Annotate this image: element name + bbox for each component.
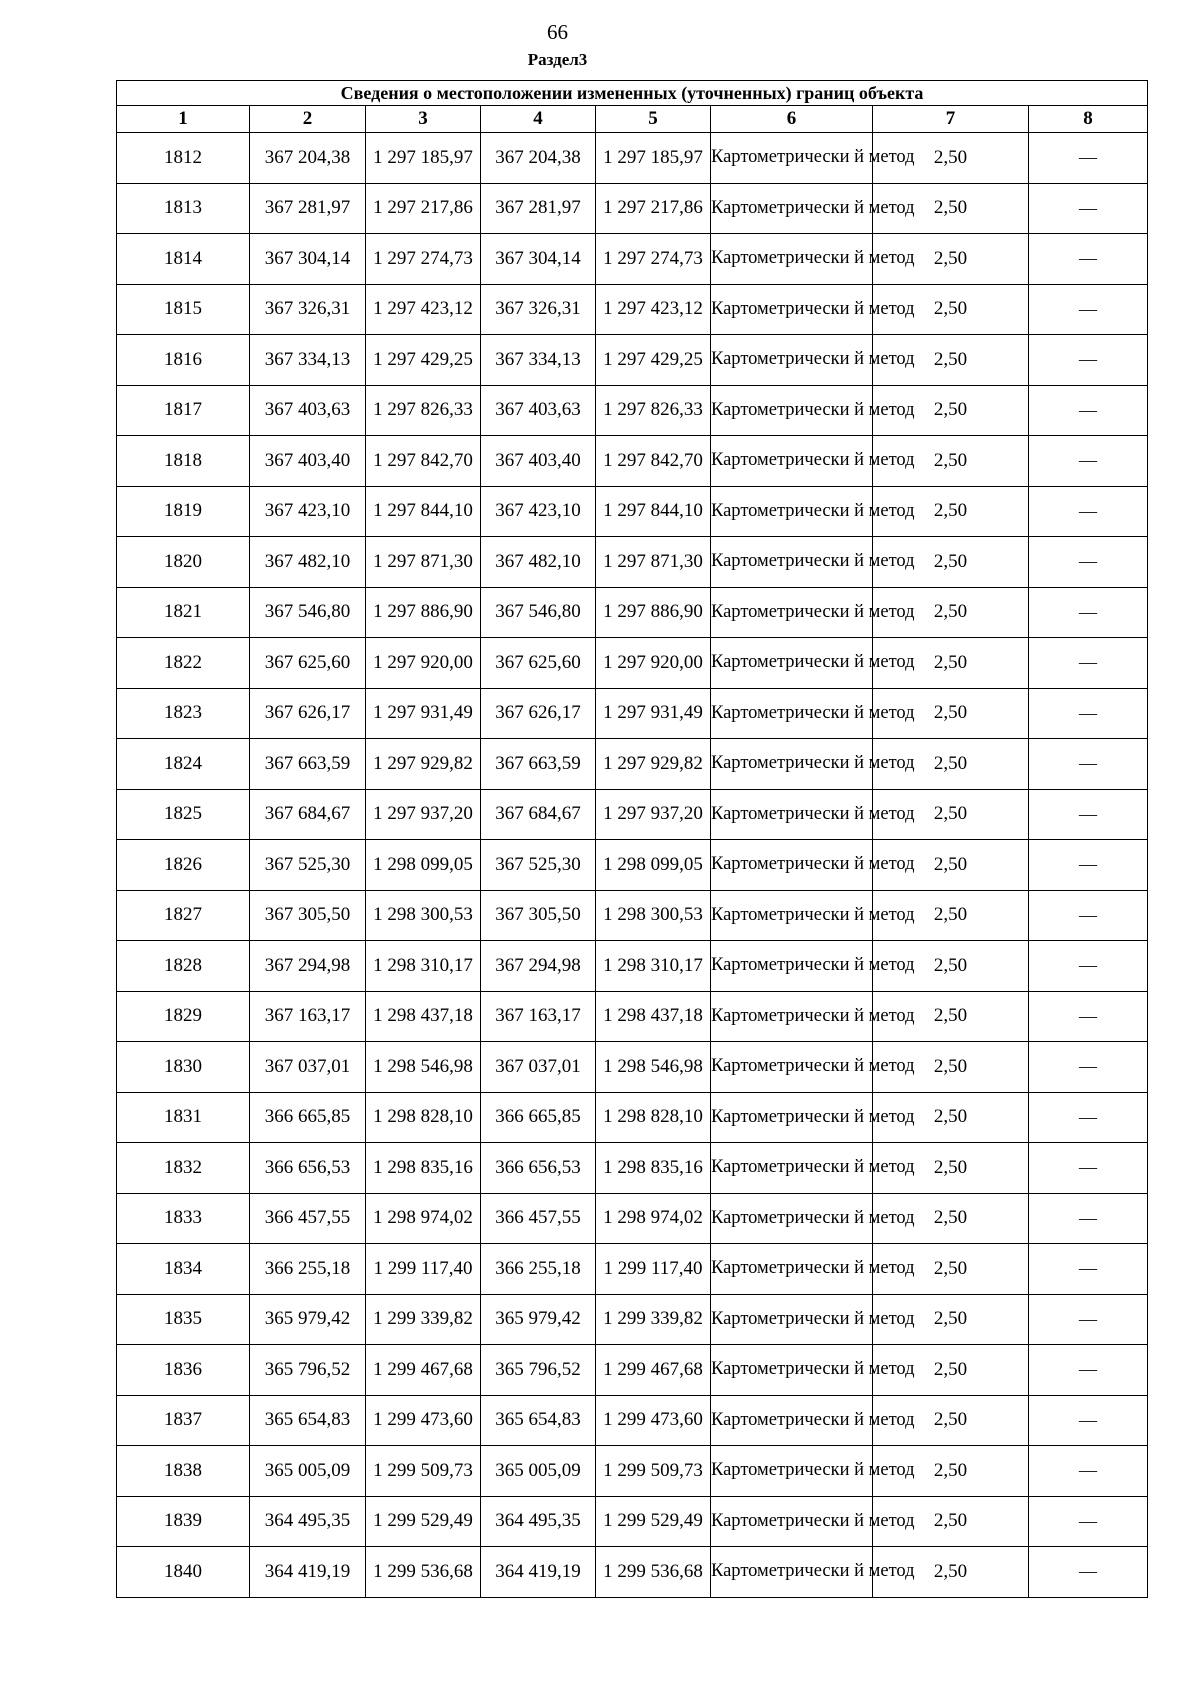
old-x-cell: 367 326,31 xyxy=(250,284,366,335)
new-x-cell: 366 457,55 xyxy=(481,1193,596,1244)
accuracy-cell: 2,50 xyxy=(873,284,1029,335)
new-y-cell: 1 299 509,73 xyxy=(596,1446,711,1497)
new-y-cell: 1 299 339,82 xyxy=(596,1294,711,1345)
table-row xyxy=(117,537,1148,588)
new-y-cell: 1 298 835,16 xyxy=(596,1143,711,1194)
method-cell: Картометрически й метод xyxy=(711,688,873,739)
new-y-cell: 1 297 274,73 xyxy=(596,234,711,285)
point-number-cell: 1817 xyxy=(117,385,250,436)
description-cell: — xyxy=(1029,234,1148,285)
column-number: 7 xyxy=(873,106,1029,133)
point-number-cell: 1815 xyxy=(117,284,250,335)
new-y-cell: 1 297 931,49 xyxy=(596,688,711,739)
old-y-cell: 1 297 274,73 xyxy=(366,234,481,285)
old-x-cell: 367 482,10 xyxy=(250,537,366,588)
accuracy-cell: 2,50 xyxy=(873,1092,1029,1143)
table-row xyxy=(117,335,1148,386)
new-x-cell: 366 255,18 xyxy=(481,1244,596,1295)
new-x-cell: 367 423,10 xyxy=(481,486,596,537)
column-number-row xyxy=(117,106,1148,133)
accuracy-cell: 2,50 xyxy=(873,1395,1029,1446)
method-cell: Картометрически й метод xyxy=(711,991,873,1042)
point-number-cell: 1838 xyxy=(117,1446,250,1497)
new-x-cell: 367 304,14 xyxy=(481,234,596,285)
table-row xyxy=(117,991,1148,1042)
accuracy-cell: 2,50 xyxy=(873,991,1029,1042)
method-cell: Картометрически й метод xyxy=(711,638,873,689)
description-cell: — xyxy=(1029,991,1148,1042)
description-cell: — xyxy=(1029,1446,1148,1497)
column-number: 3 xyxy=(366,106,481,133)
table-row xyxy=(117,1193,1148,1244)
new-x-cell: 367 626,17 xyxy=(481,688,596,739)
new-x-cell: 367 305,50 xyxy=(481,890,596,941)
new-x-cell: 367 204,38 xyxy=(481,133,596,184)
column-number: 8 xyxy=(1029,106,1148,133)
description-cell: — xyxy=(1029,789,1148,840)
description-cell: — xyxy=(1029,587,1148,638)
description-cell: — xyxy=(1029,1244,1148,1295)
accuracy-cell: 2,50 xyxy=(873,1143,1029,1194)
description-cell: — xyxy=(1029,1547,1148,1598)
new-y-cell: 1 297 871,30 xyxy=(596,537,711,588)
new-y-cell: 1 298 099,05 xyxy=(596,840,711,891)
table-row xyxy=(117,1345,1148,1396)
table-row xyxy=(117,1446,1148,1497)
table-row xyxy=(117,1042,1148,1093)
method-cell: Картометрически й метод xyxy=(711,1092,873,1143)
point-number-cell: 1828 xyxy=(117,941,250,992)
point-number-cell: 1826 xyxy=(117,840,250,891)
new-y-cell: 1 299 536,68 xyxy=(596,1547,711,1598)
old-x-cell: 367 334,13 xyxy=(250,335,366,386)
new-x-cell: 366 656,53 xyxy=(481,1143,596,1194)
method-cell: Картометрически й метод xyxy=(711,941,873,992)
description-cell: — xyxy=(1029,335,1148,386)
old-x-cell: 367 294,98 xyxy=(250,941,366,992)
accuracy-cell: 2,50 xyxy=(873,1193,1029,1244)
description-cell: — xyxy=(1029,638,1148,689)
table-row xyxy=(117,1496,1148,1547)
new-x-cell: 364 495,35 xyxy=(481,1496,596,1547)
table-row xyxy=(117,133,1148,184)
table-row xyxy=(117,234,1148,285)
old-y-cell: 1 297 871,30 xyxy=(366,537,481,588)
method-cell: Картометрически й метод xyxy=(711,1143,873,1194)
table-row xyxy=(117,587,1148,638)
accuracy-cell: 2,50 xyxy=(873,739,1029,790)
description-cell: — xyxy=(1029,537,1148,588)
accuracy-cell: 2,50 xyxy=(873,941,1029,992)
old-x-cell: 365 796,52 xyxy=(250,1345,366,1396)
old-x-cell: 367 281,97 xyxy=(250,183,366,234)
boundary-coordinates-table xyxy=(116,80,1148,1598)
old-x-cell: 367 663,59 xyxy=(250,739,366,790)
method-cell: Картометрически й метод xyxy=(711,1496,873,1547)
table-row xyxy=(117,638,1148,689)
old-y-cell: 1 297 423,12 xyxy=(366,284,481,335)
new-y-cell: 1 298 974,02 xyxy=(596,1193,711,1244)
table-row xyxy=(117,1244,1148,1295)
accuracy-cell: 2,50 xyxy=(873,1547,1029,1598)
new-x-cell: 367 546,80 xyxy=(481,587,596,638)
old-y-cell: 1 297 920,00 xyxy=(366,638,481,689)
new-x-cell: 367 334,13 xyxy=(481,335,596,386)
old-x-cell: 364 419,19 xyxy=(250,1547,366,1598)
old-y-cell: 1 297 185,97 xyxy=(366,133,481,184)
table-row xyxy=(117,385,1148,436)
old-x-cell: 367 163,17 xyxy=(250,991,366,1042)
accuracy-cell: 2,50 xyxy=(873,688,1029,739)
new-y-cell: 1 299 467,68 xyxy=(596,1345,711,1396)
accuracy-cell: 2,50 xyxy=(873,638,1029,689)
section-title: Раздел3 xyxy=(527,50,588,69)
description-cell: — xyxy=(1029,1496,1148,1547)
accuracy-cell: 2,50 xyxy=(873,1042,1029,1093)
point-number-cell: 1818 xyxy=(117,436,250,487)
point-number-cell: 1835 xyxy=(117,1294,250,1345)
accuracy-cell: 2,50 xyxy=(873,890,1029,941)
new-x-cell: 367 625,60 xyxy=(481,638,596,689)
new-x-cell: 365 005,09 xyxy=(481,1446,596,1497)
method-cell: Картометрически й метод xyxy=(711,890,873,941)
accuracy-cell: 2,50 xyxy=(873,234,1029,285)
old-y-cell: 1 298 437,18 xyxy=(366,991,481,1042)
new-y-cell: 1 297 185,97 xyxy=(596,133,711,184)
old-x-cell: 367 684,67 xyxy=(250,789,366,840)
accuracy-cell: 2,50 xyxy=(873,436,1029,487)
new-y-cell: 1 298 300,53 xyxy=(596,890,711,941)
accuracy-cell: 2,50 xyxy=(873,335,1029,386)
old-y-cell: 1 298 310,17 xyxy=(366,941,481,992)
accuracy-cell: 2,50 xyxy=(873,486,1029,537)
old-y-cell: 1 299 473,60 xyxy=(366,1395,481,1446)
old-x-cell: 366 656,53 xyxy=(250,1143,366,1194)
old-y-cell: 1 299 509,73 xyxy=(366,1446,481,1497)
old-x-cell: 366 457,55 xyxy=(250,1193,366,1244)
old-y-cell: 1 299 117,40 xyxy=(366,1244,481,1295)
old-x-cell: 367 625,60 xyxy=(250,638,366,689)
point-number-cell: 1823 xyxy=(117,688,250,739)
old-y-cell: 1 299 529,49 xyxy=(366,1496,481,1547)
method-cell: Картометрически й метод xyxy=(711,436,873,487)
accuracy-cell: 2,50 xyxy=(873,1496,1029,1547)
new-x-cell: 364 419,19 xyxy=(481,1547,596,1598)
table-row xyxy=(117,840,1148,891)
method-cell: Картометрически й метод xyxy=(711,1244,873,1295)
table-row xyxy=(117,941,1148,992)
point-number-cell: 1820 xyxy=(117,537,250,588)
point-number-cell: 1831 xyxy=(117,1092,250,1143)
method-cell: Картометрически й метод xyxy=(711,1446,873,1497)
accuracy-cell: 2,50 xyxy=(873,537,1029,588)
description-cell: — xyxy=(1029,688,1148,739)
old-x-cell: 367 525,30 xyxy=(250,840,366,891)
table-row xyxy=(117,890,1148,941)
table-caption-row xyxy=(117,81,1148,106)
column-number: 4 xyxy=(481,106,596,133)
point-number-cell: 1833 xyxy=(117,1193,250,1244)
old-y-cell: 1 297 886,90 xyxy=(366,587,481,638)
column-number: 1 xyxy=(117,106,250,133)
new-y-cell: 1 298 310,17 xyxy=(596,941,711,992)
new-y-cell: 1 297 844,10 xyxy=(596,486,711,537)
point-number-cell: 1824 xyxy=(117,739,250,790)
new-y-cell: 1 297 886,90 xyxy=(596,587,711,638)
new-y-cell: 1 297 423,12 xyxy=(596,284,711,335)
method-cell: Картометрически й метод xyxy=(711,1345,873,1396)
accuracy-cell: 2,50 xyxy=(873,183,1029,234)
description-cell: — xyxy=(1029,890,1148,941)
point-number-cell: 1830 xyxy=(117,1042,250,1093)
point-number-cell: 1825 xyxy=(117,789,250,840)
new-y-cell: 1 297 826,33 xyxy=(596,385,711,436)
table-row xyxy=(117,284,1148,335)
old-x-cell: 367 037,01 xyxy=(250,1042,366,1093)
old-x-cell: 367 403,40 xyxy=(250,436,366,487)
description-cell: — xyxy=(1029,1193,1148,1244)
old-y-cell: 1 297 931,49 xyxy=(366,688,481,739)
old-y-cell: 1 298 546,98 xyxy=(366,1042,481,1093)
description-cell: — xyxy=(1029,941,1148,992)
point-number-cell: 1840 xyxy=(117,1547,250,1598)
method-cell: Картометрически й метод xyxy=(711,587,873,638)
accuracy-cell: 2,50 xyxy=(873,1345,1029,1396)
new-x-cell: 365 796,52 xyxy=(481,1345,596,1396)
table-row xyxy=(117,739,1148,790)
old-y-cell: 1 297 937,20 xyxy=(366,789,481,840)
point-number-cell: 1814 xyxy=(117,234,250,285)
description-cell: — xyxy=(1029,739,1148,790)
new-x-cell: 367 403,63 xyxy=(481,385,596,436)
new-y-cell: 1 297 842,70 xyxy=(596,436,711,487)
point-number-cell: 1812 xyxy=(117,133,250,184)
accuracy-cell: 2,50 xyxy=(873,789,1029,840)
point-number-cell: 1839 xyxy=(117,1496,250,1547)
method-cell: Картометрически й метод xyxy=(711,1193,873,1244)
accuracy-cell: 2,50 xyxy=(873,133,1029,184)
description-cell: — xyxy=(1029,284,1148,335)
point-number-cell: 1827 xyxy=(117,890,250,941)
new-x-cell: 365 979,42 xyxy=(481,1294,596,1345)
new-y-cell: 1 297 920,00 xyxy=(596,638,711,689)
old-x-cell: 364 495,35 xyxy=(250,1496,366,1547)
method-cell: Картометрически й метод xyxy=(711,385,873,436)
new-y-cell: 1 298 828,10 xyxy=(596,1092,711,1143)
new-x-cell: 367 403,40 xyxy=(481,436,596,487)
method-cell: Картометрически й метод xyxy=(711,335,873,386)
old-y-cell: 1 297 929,82 xyxy=(366,739,481,790)
new-y-cell: 1 298 437,18 xyxy=(596,991,711,1042)
method-cell: Картометрически й метод xyxy=(711,1547,873,1598)
point-number-cell: 1821 xyxy=(117,587,250,638)
method-cell: Картометрически й метод xyxy=(711,1395,873,1446)
point-number-cell: 1836 xyxy=(117,1345,250,1396)
new-x-cell: 367 684,67 xyxy=(481,789,596,840)
new-y-cell: 1 297 937,20 xyxy=(596,789,711,840)
table-row xyxy=(117,1547,1148,1598)
new-y-cell: 1 297 217,86 xyxy=(596,183,711,234)
old-y-cell: 1 297 844,10 xyxy=(366,486,481,537)
method-cell: Картометрически й метод xyxy=(711,234,873,285)
old-x-cell: 367 546,80 xyxy=(250,587,366,638)
old-y-cell: 1 299 339,82 xyxy=(366,1294,481,1345)
table-row xyxy=(117,183,1148,234)
accuracy-cell: 2,50 xyxy=(873,587,1029,638)
new-x-cell: 367 326,31 xyxy=(481,284,596,335)
method-cell: Картометрически й метод xyxy=(711,133,873,184)
new-x-cell: 367 663,59 xyxy=(481,739,596,790)
description-cell: — xyxy=(1029,1395,1148,1446)
column-number: 2 xyxy=(250,106,366,133)
old-y-cell: 1 299 467,68 xyxy=(366,1345,481,1396)
new-y-cell: 1 298 546,98 xyxy=(596,1042,711,1093)
new-y-cell: 1 299 529,49 xyxy=(596,1496,711,1547)
new-x-cell: 366 665,85 xyxy=(481,1092,596,1143)
column-number: 5 xyxy=(596,106,711,133)
old-x-cell: 367 204,38 xyxy=(250,133,366,184)
new-x-cell: 365 654,83 xyxy=(481,1395,596,1446)
description-cell: — xyxy=(1029,133,1148,184)
method-cell: Картометрически й метод xyxy=(711,284,873,335)
point-number-cell: 1816 xyxy=(117,335,250,386)
old-x-cell: 366 665,85 xyxy=(250,1092,366,1143)
point-number-cell: 1813 xyxy=(117,183,250,234)
old-x-cell: 367 305,50 xyxy=(250,890,366,941)
method-cell: Картометрически й метод xyxy=(711,486,873,537)
accuracy-cell: 2,50 xyxy=(873,385,1029,436)
method-cell: Картометрически й метод xyxy=(711,1294,873,1345)
method-cell: Картометрически й метод xyxy=(711,789,873,840)
method-cell: Картометрически й метод xyxy=(711,840,873,891)
method-cell: Картометрически й метод xyxy=(711,1042,873,1093)
table-row xyxy=(117,486,1148,537)
old-x-cell: 367 403,63 xyxy=(250,385,366,436)
description-cell: — xyxy=(1029,436,1148,487)
new-x-cell: 367 037,01 xyxy=(481,1042,596,1093)
description-cell: — xyxy=(1029,1143,1148,1194)
old-x-cell: 367 304,14 xyxy=(250,234,366,285)
point-number-cell: 1822 xyxy=(117,638,250,689)
old-x-cell: 367 423,10 xyxy=(250,486,366,537)
table-row xyxy=(117,1294,1148,1345)
point-number-cell: 1837 xyxy=(117,1395,250,1446)
old-y-cell: 1 297 842,70 xyxy=(366,436,481,487)
new-x-cell: 367 482,10 xyxy=(481,537,596,588)
old-y-cell: 1 298 300,53 xyxy=(366,890,481,941)
description-cell: — xyxy=(1029,183,1148,234)
new-x-cell: 367 525,30 xyxy=(481,840,596,891)
description-cell: — xyxy=(1029,1345,1148,1396)
table-row xyxy=(117,789,1148,840)
new-x-cell: 367 294,98 xyxy=(481,941,596,992)
old-x-cell: 365 979,42 xyxy=(250,1294,366,1345)
method-cell: Картометрически й метод xyxy=(711,739,873,790)
accuracy-cell: 2,50 xyxy=(873,1294,1029,1345)
new-y-cell: 1 297 429,25 xyxy=(596,335,711,386)
old-x-cell: 366 255,18 xyxy=(250,1244,366,1295)
old-y-cell: 1 297 429,25 xyxy=(366,335,481,386)
new-x-cell: 367 281,97 xyxy=(481,183,596,234)
table-row xyxy=(117,1395,1148,1446)
description-cell: — xyxy=(1029,1294,1148,1345)
point-number-cell: 1819 xyxy=(117,486,250,537)
accuracy-cell: 2,50 xyxy=(873,1446,1029,1497)
accuracy-cell: 2,50 xyxy=(873,1244,1029,1295)
old-y-cell: 1 299 536,68 xyxy=(366,1547,481,1598)
old-y-cell: 1 297 217,86 xyxy=(366,183,481,234)
table-row xyxy=(117,436,1148,487)
new-y-cell: 1 299 117,40 xyxy=(596,1244,711,1295)
old-x-cell: 365 005,09 xyxy=(250,1446,366,1497)
old-y-cell: 1 298 828,10 xyxy=(366,1092,481,1143)
description-cell: — xyxy=(1029,486,1148,537)
point-number-cell: 1832 xyxy=(117,1143,250,1194)
old-y-cell: 1 298 099,05 xyxy=(366,840,481,891)
point-number-cell: 1834 xyxy=(117,1244,250,1295)
new-x-cell: 367 163,17 xyxy=(481,991,596,1042)
old-y-cell: 1 297 826,33 xyxy=(366,385,481,436)
new-y-cell: 1 297 929,82 xyxy=(596,739,711,790)
table-row xyxy=(117,688,1148,739)
new-y-cell: 1 299 473,60 xyxy=(596,1395,711,1446)
table-body xyxy=(117,133,1148,1598)
table-row xyxy=(117,1092,1148,1143)
description-cell: — xyxy=(1029,840,1148,891)
description-cell: — xyxy=(1029,385,1148,436)
accuracy-cell: 2,50 xyxy=(873,840,1029,891)
old-x-cell: 367 626,17 xyxy=(250,688,366,739)
point-number-cell: 1829 xyxy=(117,991,250,1042)
page-number: 66 xyxy=(547,20,568,44)
method-cell: Картометрически й метод xyxy=(711,183,873,234)
method-cell: Картометрически й метод xyxy=(711,537,873,588)
column-number: 6 xyxy=(711,106,873,133)
old-y-cell: 1 298 835,16 xyxy=(366,1143,481,1194)
old-x-cell: 365 654,83 xyxy=(250,1395,366,1446)
table-caption: Сведения о местоположении измененных (уточненных) границ объекта xyxy=(117,81,1148,106)
description-cell: — xyxy=(1029,1092,1148,1143)
description-cell: — xyxy=(1029,1042,1148,1093)
table-row xyxy=(117,1143,1148,1194)
old-y-cell: 1 298 974,02 xyxy=(366,1193,481,1244)
